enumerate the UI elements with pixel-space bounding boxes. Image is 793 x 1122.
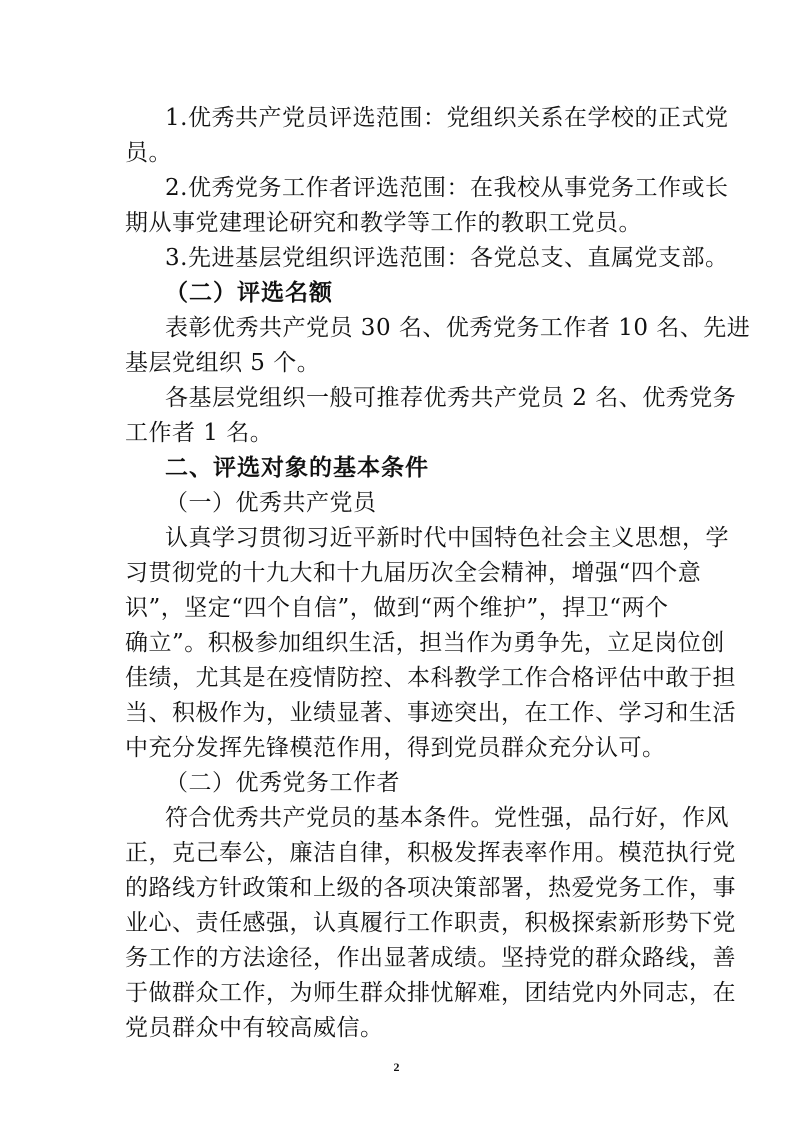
paragraph-line: 员。 [125,140,172,166]
paragraph-line: 3.先进基层党组织评选范围：各党总支、直属党支部。 [165,245,729,271]
paragraph-line: 务工作的方法途径，作出显著成绩。坚持党的群众路线，善 [125,945,736,971]
paragraph-line: 的路线方针政策和上级的各项决策部署，热爱党务工作，事 [125,875,736,901]
paragraph-line: 识”，坚定“四个自信”，做到“两个维护”，捍卫“两个 [125,595,669,621]
paragraph-line: 佳绩，尤其是在疫情防控、本科教学工作合格评估中敢于担 [125,665,736,691]
paragraph-line: 于做群众工作，为师生群众排忧解难，团结党内外同志，在 [125,980,736,1006]
paragraph-line: 中充分发挥先锋模范作用，得到党员群众充分认可。 [125,735,666,761]
section-subheading: （二）评选名额 [165,279,333,306]
paragraph-line: 2.优秀党务工作者评选范围：在我校从事党务工作或长 [165,175,729,201]
paragraph-line: 1.优秀共产党员评选范围：党组织关系在学校的正式党 [165,105,729,131]
paragraph-line: 当、积极作为，业绩显著、事迹突出，在工作、学习和生活 [125,700,736,726]
paragraph-line: 期从事党建理论研究和教学等工作的教职工党员。 [125,210,642,236]
paragraph-line: 符合优秀共产党员的基本条件。党性强，品行好，作风 [165,805,729,831]
paragraph-line: 工作者 1 名。 [125,420,274,446]
paragraph-line: 确立”。积极参加组织生活，担当作为勇争先，立足岗位创 [125,630,725,656]
paragraph-line: 党员群众中有较高威信。 [125,1015,384,1041]
paragraph-line: 业心、责任感强，认真履行工作职责，积极探索新形势下党 [125,910,736,936]
paragraph-line: 习贯彻党的十九大和十九届历次全会精神，增强“四个意 [125,560,702,586]
paragraph-line: 正，克己奉公，廉洁自律，积极发挥表率作用。模范执行党 [125,840,736,866]
paragraph-line: 表彰优秀共产党员 30 名、优秀党务工作者 10 名、先进 [165,315,751,341]
page-number: 2 [393,1060,400,1074]
section-subheading: （二）优秀党务工作者 [165,770,400,796]
paragraph-line: 认真学习贯彻习近平新时代中国特色社会主义思想，学 [165,525,729,551]
section-subheading: （一）优秀共产党员 [165,490,377,516]
paragraph-line: 各基层党组织一般可推荐优秀共产党员 2 名、优秀党务 [165,385,737,411]
section-heading: 二、评选对象的基本条件 [165,454,429,481]
paragraph-line: 基层党组织 5 个。 [125,350,321,376]
